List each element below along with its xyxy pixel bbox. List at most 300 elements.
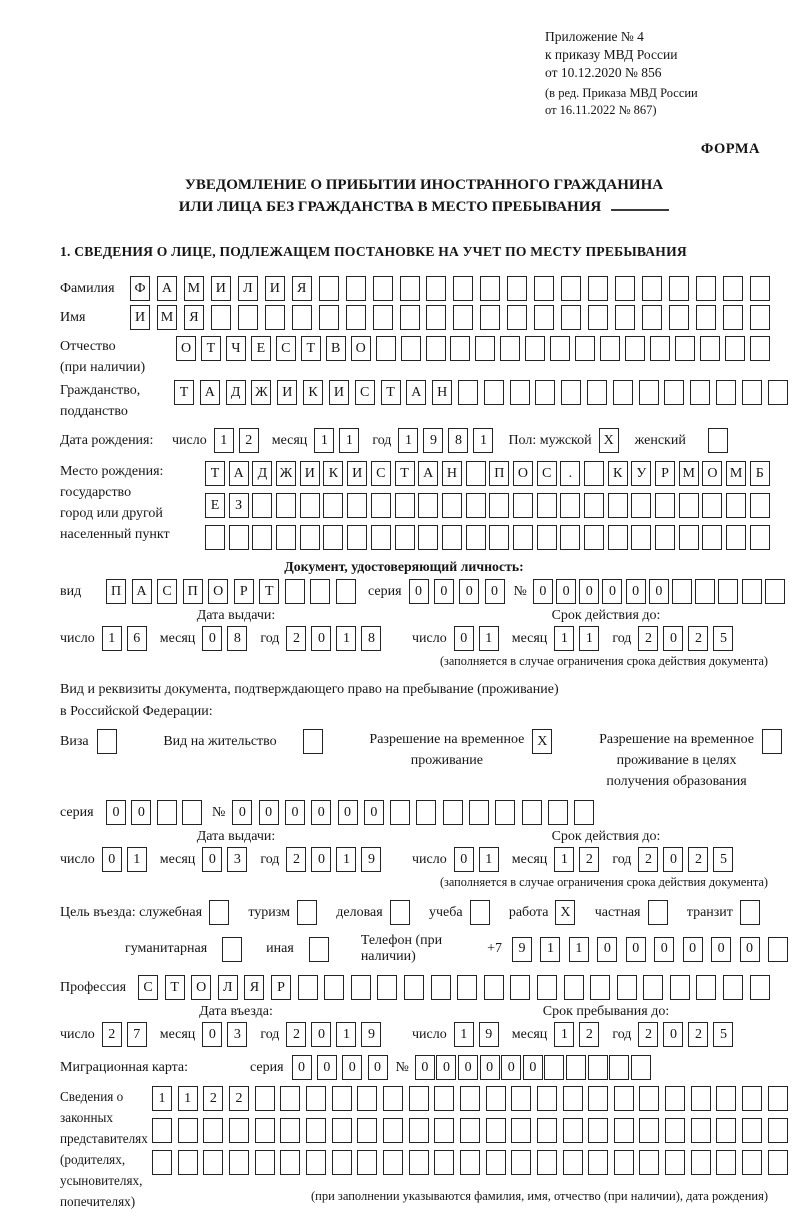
- char-box[interactable]: [466, 461, 486, 486]
- char-box[interactable]: [480, 305, 500, 330]
- char-box[interactable]: [563, 1118, 583, 1143]
- char-box[interactable]: 2: [286, 626, 306, 651]
- residence-series-boxes[interactable]: [106, 800, 202, 825]
- char-box[interactable]: [702, 525, 722, 550]
- char-box[interactable]: [495, 800, 515, 825]
- representatives-boxes-row3[interactable]: [152, 1150, 788, 1175]
- char-box[interactable]: 2: [579, 1022, 599, 1047]
- char-box[interactable]: [319, 276, 339, 301]
- char-box[interactable]: С: [371, 461, 391, 486]
- char-box[interactable]: А: [418, 461, 438, 486]
- date-day-boxes[interactable]: [454, 847, 499, 872]
- char-box[interactable]: К: [323, 461, 343, 486]
- char-box[interactable]: 1: [579, 626, 599, 651]
- char-box[interactable]: 0: [415, 1055, 435, 1080]
- date-year-boxes[interactable]: [638, 1022, 733, 1047]
- char-box[interactable]: 8: [361, 626, 381, 651]
- purpose-humanitarian-checkbox[interactable]: [222, 937, 242, 962]
- date-year-boxes[interactable]: [286, 847, 381, 872]
- purpose-other-checkbox[interactable]: [309, 937, 329, 962]
- date-year-boxes[interactable]: [638, 626, 733, 651]
- doc-series-boxes[interactable]: [409, 579, 505, 604]
- char-box[interactable]: [702, 493, 722, 518]
- char-box[interactable]: 0: [311, 1022, 331, 1047]
- char-box[interactable]: [614, 1118, 634, 1143]
- char-box[interactable]: [511, 1086, 531, 1111]
- char-box[interactable]: Т: [174, 380, 194, 405]
- char-box[interactable]: 3: [227, 847, 247, 872]
- char-box[interactable]: [426, 336, 446, 361]
- date-year-boxes[interactable]: [286, 1022, 381, 1047]
- char-box[interactable]: [458, 380, 478, 405]
- char-box[interactable]: [625, 336, 645, 361]
- char-box[interactable]: 0: [259, 800, 279, 825]
- char-box[interactable]: [537, 1118, 557, 1143]
- char-box[interactable]: 7: [127, 1022, 147, 1047]
- char-box[interactable]: [280, 1086, 300, 1111]
- char-box[interactable]: [323, 525, 343, 550]
- profession-boxes[interactable]: [138, 975, 770, 1000]
- char-box[interactable]: [742, 1118, 762, 1143]
- date-day-boxes[interactable]: [454, 626, 499, 651]
- char-box[interactable]: 0: [311, 800, 331, 825]
- char-box[interactable]: [336, 579, 356, 604]
- char-box[interactable]: [675, 336, 695, 361]
- char-box[interactable]: [742, 1086, 762, 1111]
- char-box[interactable]: [726, 525, 746, 550]
- char-box[interactable]: [409, 1118, 429, 1143]
- char-box[interactable]: 0: [202, 626, 222, 651]
- char-box[interactable]: [377, 975, 397, 1000]
- char-box[interactable]: [563, 1086, 583, 1111]
- char-box[interactable]: [310, 579, 330, 604]
- char-box[interactable]: [664, 380, 684, 405]
- char-box[interactable]: 2: [239, 428, 259, 453]
- char-box[interactable]: 9: [423, 428, 443, 453]
- char-box[interactable]: [679, 525, 699, 550]
- char-box[interactable]: 0: [106, 800, 126, 825]
- char-box[interactable]: [643, 975, 663, 1000]
- char-box[interactable]: [537, 525, 557, 550]
- char-box[interactable]: [507, 305, 527, 330]
- char-box[interactable]: Д: [226, 380, 246, 405]
- birth-place-boxes-row1[interactable]: [205, 461, 770, 486]
- char-box[interactable]: [691, 1118, 711, 1143]
- char-box[interactable]: [371, 493, 391, 518]
- char-box[interactable]: 0: [232, 800, 252, 825]
- char-box[interactable]: Ф: [130, 276, 150, 301]
- char-box[interactable]: [696, 975, 716, 1000]
- char-box[interactable]: 0: [556, 579, 576, 604]
- char-box[interactable]: [544, 1055, 564, 1080]
- purpose-transit-checkbox[interactable]: [740, 900, 760, 925]
- char-box[interactable]: [203, 1150, 223, 1175]
- char-box[interactable]: [614, 1086, 634, 1111]
- char-box[interactable]: [434, 1118, 454, 1143]
- char-box[interactable]: [588, 305, 608, 330]
- char-box[interactable]: Т: [205, 461, 225, 486]
- char-box[interactable]: 0: [523, 1055, 543, 1080]
- char-box[interactable]: [742, 579, 762, 604]
- char-box[interactable]: Т: [395, 461, 415, 486]
- char-box[interactable]: [696, 305, 716, 330]
- purpose-tourism-checkbox[interactable]: [297, 900, 317, 925]
- char-box[interactable]: [347, 525, 367, 550]
- char-box[interactable]: С: [157, 579, 177, 604]
- char-box[interactable]: [205, 525, 225, 550]
- char-box[interactable]: 2: [203, 1086, 223, 1111]
- char-box[interactable]: [395, 525, 415, 550]
- char-box[interactable]: 2: [102, 1022, 122, 1047]
- char-box[interactable]: 0: [436, 1055, 456, 1080]
- char-box[interactable]: И: [329, 380, 349, 405]
- char-box[interactable]: [319, 305, 339, 330]
- char-box[interactable]: [453, 276, 473, 301]
- char-box[interactable]: 0: [501, 1055, 521, 1080]
- char-box[interactable]: 0: [740, 937, 760, 962]
- migration-series-boxes[interactable]: [292, 1055, 388, 1080]
- char-box[interactable]: [609, 1055, 629, 1080]
- char-box[interactable]: [535, 380, 555, 405]
- char-box[interactable]: О: [208, 579, 228, 604]
- char-box[interactable]: 0: [202, 847, 222, 872]
- char-box[interactable]: [613, 380, 633, 405]
- char-box[interactable]: [489, 525, 509, 550]
- char-box[interactable]: С: [138, 975, 158, 1000]
- char-box[interactable]: [265, 305, 285, 330]
- char-box[interactable]: 0: [102, 847, 122, 872]
- char-box[interactable]: И: [130, 305, 150, 330]
- char-box[interactable]: 0: [597, 937, 617, 962]
- char-box[interactable]: [511, 1150, 531, 1175]
- residence-issue-date-group[interactable]: [60, 847, 412, 872]
- char-box[interactable]: [726, 493, 746, 518]
- char-box[interactable]: [750, 975, 770, 1000]
- char-box[interactable]: 0: [663, 626, 683, 651]
- char-box[interactable]: [404, 975, 424, 1000]
- char-box[interactable]: [373, 305, 393, 330]
- char-box[interactable]: [513, 525, 533, 550]
- char-box[interactable]: [631, 525, 651, 550]
- char-box[interactable]: Ж: [276, 461, 296, 486]
- purpose-study-checkbox[interactable]: [470, 900, 490, 925]
- char-box[interactable]: М: [679, 461, 699, 486]
- char-box[interactable]: [742, 380, 762, 405]
- char-box[interactable]: 0: [602, 579, 622, 604]
- char-box[interactable]: [357, 1118, 377, 1143]
- char-box[interactable]: 1: [336, 626, 356, 651]
- char-box[interactable]: 0: [454, 626, 474, 651]
- char-box[interactable]: [357, 1150, 377, 1175]
- date-month-boxes[interactable]: [554, 626, 599, 651]
- char-box[interactable]: [280, 1150, 300, 1175]
- char-box[interactable]: А: [229, 461, 249, 486]
- char-box[interactable]: [418, 525, 438, 550]
- char-box[interactable]: Ч: [226, 336, 246, 361]
- char-box[interactable]: Я: [292, 276, 312, 301]
- sex-female-checkbox[interactable]: [708, 428, 728, 453]
- char-box[interactable]: 0: [663, 1022, 683, 1047]
- char-box[interactable]: П: [183, 579, 203, 604]
- char-box[interactable]: [453, 305, 473, 330]
- char-box[interactable]: 0: [459, 579, 479, 604]
- char-box[interactable]: [560, 493, 580, 518]
- char-box[interactable]: 0: [364, 800, 384, 825]
- char-box[interactable]: [332, 1086, 352, 1111]
- char-box[interactable]: 0: [317, 1055, 337, 1080]
- char-box[interactable]: 0: [292, 1055, 312, 1080]
- char-box[interactable]: С: [537, 461, 557, 486]
- char-box[interactable]: М: [157, 305, 177, 330]
- char-box[interactable]: [450, 336, 470, 361]
- char-box[interactable]: 0: [579, 579, 599, 604]
- residence-permit-checkbox[interactable]: [303, 729, 323, 754]
- char-box[interactable]: 1: [398, 428, 418, 453]
- char-box[interactable]: [324, 975, 344, 1000]
- char-box[interactable]: [588, 1055, 608, 1080]
- char-box[interactable]: 9: [479, 1022, 499, 1047]
- char-box[interactable]: [665, 1118, 685, 1143]
- char-box[interactable]: 0: [454, 847, 474, 872]
- birth-date-group[interactable]: [172, 428, 506, 453]
- char-box[interactable]: [642, 305, 662, 330]
- char-box[interactable]: [426, 276, 446, 301]
- char-box[interactable]: [418, 493, 438, 518]
- char-box[interactable]: 2: [688, 626, 708, 651]
- char-box[interactable]: [255, 1150, 275, 1175]
- char-box[interactable]: 9: [361, 1022, 381, 1047]
- char-box[interactable]: [525, 336, 545, 361]
- char-box[interactable]: 1: [569, 937, 589, 962]
- char-box[interactable]: [238, 305, 258, 330]
- char-box[interactable]: [669, 276, 689, 301]
- char-box[interactable]: [178, 1150, 198, 1175]
- char-box[interactable]: [765, 579, 785, 604]
- char-box[interactable]: 0: [626, 937, 646, 962]
- char-box[interactable]: [669, 305, 689, 330]
- char-box[interactable]: [588, 1118, 608, 1143]
- char-box[interactable]: [725, 336, 745, 361]
- char-box[interactable]: Д: [252, 461, 272, 486]
- char-box[interactable]: [252, 493, 272, 518]
- char-box[interactable]: [351, 975, 371, 1000]
- char-box[interactable]: [182, 800, 202, 825]
- char-box[interactable]: [695, 579, 715, 604]
- char-box[interactable]: [332, 1118, 352, 1143]
- char-box[interactable]: 1: [102, 626, 122, 651]
- char-box[interactable]: [584, 525, 604, 550]
- char-box[interactable]: 1: [554, 626, 574, 651]
- char-box[interactable]: [750, 336, 770, 361]
- char-box[interactable]: [575, 336, 595, 361]
- date-day-boxes[interactable]: [102, 626, 147, 651]
- char-box[interactable]: [442, 493, 462, 518]
- char-box[interactable]: [371, 525, 391, 550]
- char-box[interactable]: [537, 975, 557, 1000]
- char-box[interactable]: [426, 305, 446, 330]
- char-box[interactable]: [548, 800, 568, 825]
- char-box[interactable]: [510, 975, 530, 1000]
- char-box[interactable]: [390, 800, 410, 825]
- char-box[interactable]: К: [303, 380, 323, 405]
- char-box[interactable]: 9: [512, 937, 532, 962]
- char-box[interactable]: 0: [711, 937, 731, 962]
- char-box[interactable]: 1: [473, 428, 493, 453]
- char-box[interactable]: [587, 380, 607, 405]
- char-box[interactable]: [608, 525, 628, 550]
- char-box[interactable]: [475, 336, 495, 361]
- char-box[interactable]: [679, 493, 699, 518]
- char-box[interactable]: 0: [338, 800, 358, 825]
- char-box[interactable]: [718, 579, 738, 604]
- char-box[interactable]: И: [347, 461, 367, 486]
- char-box[interactable]: [615, 305, 635, 330]
- date-day-boxes[interactable]: [454, 1022, 499, 1047]
- char-box[interactable]: Л: [238, 276, 258, 301]
- char-box[interactable]: 0: [458, 1055, 478, 1080]
- char-box[interactable]: [431, 975, 451, 1000]
- char-box[interactable]: [486, 1086, 506, 1111]
- char-box[interactable]: 2: [286, 1022, 306, 1047]
- char-box[interactable]: 1: [554, 847, 574, 872]
- char-box[interactable]: [416, 800, 436, 825]
- char-box[interactable]: 1: [336, 847, 356, 872]
- char-box[interactable]: [716, 380, 736, 405]
- char-box[interactable]: [642, 276, 662, 301]
- birth-place-boxes-row2[interactable]: [205, 493, 770, 518]
- date-year-boxes[interactable]: [638, 847, 733, 872]
- char-box[interactable]: [768, 937, 788, 962]
- char-box[interactable]: [750, 525, 770, 550]
- char-box[interactable]: [229, 1150, 249, 1175]
- char-box[interactable]: [298, 975, 318, 1000]
- doc-valid-date-group[interactable]: [412, 626, 746, 651]
- char-box[interactable]: [639, 1118, 659, 1143]
- char-box[interactable]: [768, 1118, 788, 1143]
- residence-valid-date-group[interactable]: [412, 847, 746, 872]
- char-box[interactable]: [346, 276, 366, 301]
- char-box[interactable]: А: [200, 380, 220, 405]
- char-box[interactable]: [152, 1118, 172, 1143]
- char-box[interactable]: 0: [480, 1055, 500, 1080]
- char-box[interactable]: [466, 493, 486, 518]
- char-box[interactable]: [631, 493, 651, 518]
- char-box[interactable]: [750, 493, 770, 518]
- char-box[interactable]: [768, 1086, 788, 1111]
- purpose-business-checkbox[interactable]: [390, 900, 410, 925]
- char-box[interactable]: 1: [339, 428, 359, 453]
- char-box[interactable]: 6: [127, 626, 147, 651]
- char-box[interactable]: [373, 276, 393, 301]
- char-box[interactable]: 1: [479, 626, 499, 651]
- char-box[interactable]: В: [326, 336, 346, 361]
- char-box[interactable]: 0: [311, 847, 331, 872]
- date-day-boxes[interactable]: [102, 847, 147, 872]
- char-box[interactable]: Я: [184, 305, 204, 330]
- char-box[interactable]: [665, 1086, 685, 1111]
- char-box[interactable]: [409, 1150, 429, 1175]
- char-box[interactable]: [588, 276, 608, 301]
- char-box[interactable]: Р: [655, 461, 675, 486]
- char-box[interactable]: [617, 975, 637, 1000]
- char-box[interactable]: [537, 1150, 557, 1175]
- char-box[interactable]: [255, 1118, 275, 1143]
- char-box[interactable]: [768, 380, 788, 405]
- char-box[interactable]: У: [631, 461, 651, 486]
- char-box[interactable]: [561, 276, 581, 301]
- date-day-boxes[interactable]: [102, 1022, 147, 1047]
- char-box[interactable]: [401, 336, 421, 361]
- char-box[interactable]: [716, 1150, 736, 1175]
- char-box[interactable]: [255, 1086, 275, 1111]
- char-box[interactable]: 0: [202, 1022, 222, 1047]
- char-box[interactable]: О: [513, 461, 533, 486]
- char-box[interactable]: [574, 800, 594, 825]
- char-box[interactable]: С: [276, 336, 296, 361]
- char-box[interactable]: [300, 493, 320, 518]
- char-box[interactable]: [510, 380, 530, 405]
- char-box[interactable]: 8: [448, 428, 468, 453]
- representatives-boxes-row2[interactable]: [152, 1118, 788, 1143]
- char-box[interactable]: Е: [205, 493, 225, 518]
- char-box[interactable]: О: [351, 336, 371, 361]
- char-box[interactable]: [614, 1150, 634, 1175]
- char-box[interactable]: [484, 975, 504, 1000]
- char-box[interactable]: [639, 1150, 659, 1175]
- char-box[interactable]: [434, 1086, 454, 1111]
- char-box[interactable]: Ж: [251, 380, 271, 405]
- char-box[interactable]: [306, 1118, 326, 1143]
- char-box[interactable]: [457, 975, 477, 1000]
- stay-until-date-group[interactable]: [412, 1022, 746, 1047]
- char-box[interactable]: Р: [234, 579, 254, 604]
- char-box[interactable]: 0: [131, 800, 151, 825]
- char-box[interactable]: [409, 1086, 429, 1111]
- char-box[interactable]: 0: [311, 626, 331, 651]
- char-box[interactable]: [550, 336, 570, 361]
- char-box[interactable]: Е: [251, 336, 271, 361]
- char-box[interactable]: 8: [227, 626, 247, 651]
- char-box[interactable]: [300, 525, 320, 550]
- char-box[interactable]: [723, 975, 743, 1000]
- char-box[interactable]: [537, 1086, 557, 1111]
- char-box[interactable]: [584, 461, 604, 486]
- char-box[interactable]: [561, 380, 581, 405]
- char-box[interactable]: [560, 525, 580, 550]
- char-box[interactable]: [383, 1118, 403, 1143]
- char-box[interactable]: А: [406, 380, 426, 405]
- char-box[interactable]: [750, 305, 770, 330]
- char-box[interactable]: [332, 1150, 352, 1175]
- char-box[interactable]: 2: [638, 626, 658, 651]
- char-box[interactable]: [486, 1118, 506, 1143]
- char-box[interactable]: [400, 276, 420, 301]
- char-box[interactable]: 0: [368, 1055, 388, 1080]
- doc-type-boxes[interactable]: [106, 579, 356, 604]
- char-box[interactable]: [203, 1118, 223, 1143]
- doc-number-boxes[interactable]: [533, 579, 785, 604]
- char-box[interactable]: П: [489, 461, 509, 486]
- char-box[interactable]: [742, 1150, 762, 1175]
- char-box[interactable]: 0: [409, 579, 429, 604]
- char-box[interactable]: [252, 525, 272, 550]
- birth-place-boxes-row3[interactable]: [205, 525, 770, 550]
- char-box[interactable]: 0: [434, 579, 454, 604]
- char-box[interactable]: [534, 276, 554, 301]
- temp-residence-education-checkbox[interactable]: [762, 729, 782, 754]
- visa-checkbox[interactable]: [97, 729, 117, 754]
- char-box[interactable]: 1: [127, 847, 147, 872]
